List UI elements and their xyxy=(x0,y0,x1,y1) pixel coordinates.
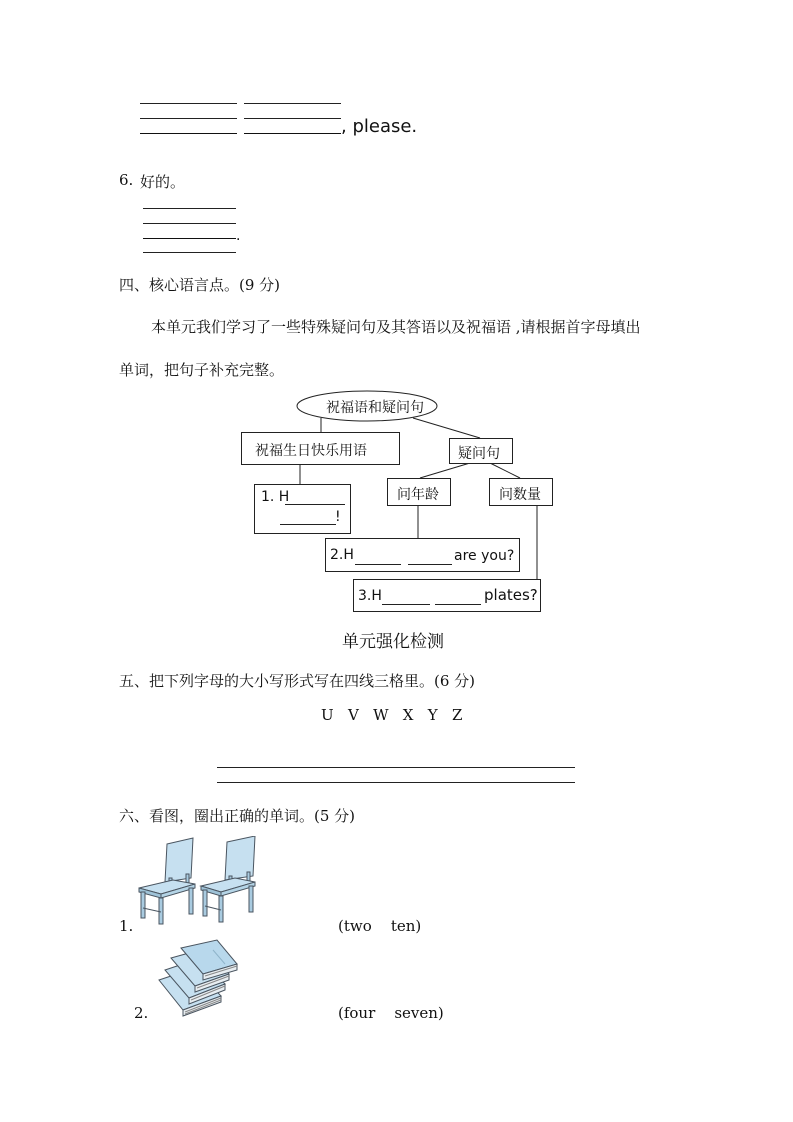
questions-box xyxy=(449,438,513,464)
item3-box xyxy=(353,579,541,612)
greeting-box-label: 祝福生日快乐用语 xyxy=(255,443,367,459)
q6-text: 好的。 xyxy=(140,173,186,191)
stack-of-books-image xyxy=(155,938,240,1020)
grid-line xyxy=(217,767,575,768)
quantity-box xyxy=(489,478,553,506)
item3-blank-2[interactable] xyxy=(435,590,481,605)
quantity-box-label: 问数量 xyxy=(499,487,541,503)
age-box xyxy=(387,478,451,506)
item1-blank-2[interactable] xyxy=(280,510,336,525)
s6-item1-number: 1. xyxy=(119,917,134,935)
section4-heading: 四、核心语言点。(9 分) xyxy=(119,276,281,294)
section4-intro-line1: 本单元我们学习了一些特殊疑问句及其答语以及祝福语 ,请根据首字母填出 xyxy=(151,318,641,336)
please-text: , please. xyxy=(341,116,418,137)
section4-intro-line2: 单词，把句子补充完整。 xyxy=(119,361,285,379)
q6-number: 6. xyxy=(119,171,134,189)
item3-suffix: plates? xyxy=(484,586,538,604)
grid-line xyxy=(217,782,575,783)
item2-blank-2[interactable] xyxy=(408,550,452,565)
item2-blank-1[interactable] xyxy=(355,550,401,565)
item1-suffix: ! xyxy=(335,509,341,525)
greeting-box xyxy=(241,432,400,465)
s6-item2-options[interactable]: (four seven) xyxy=(338,1004,444,1022)
item1-prefix: 1. H xyxy=(261,489,290,505)
age-box-label: 问年龄 xyxy=(397,487,439,503)
questions-box-label: 疑问句 xyxy=(458,446,500,462)
s6-item2-number: 2. xyxy=(134,1004,149,1022)
item2-suffix: are you? xyxy=(454,548,515,564)
s6-item1-options[interactable]: (two ten) xyxy=(338,917,422,935)
section5-letters: U V W X Y Z xyxy=(321,706,463,724)
two-chairs-image xyxy=(135,836,260,926)
section6-heading: 六、看图，圈出正确的单词。(5 分) xyxy=(119,807,356,825)
unit-title: 单元强化检测 xyxy=(342,632,444,652)
item1-box xyxy=(254,484,351,534)
item3-blank-1[interactable] xyxy=(382,590,430,605)
item2-box xyxy=(325,538,520,572)
item1-blank-1[interactable] xyxy=(285,490,345,505)
item3-prefix: 3.H xyxy=(358,588,382,604)
section5-heading: 五、把下列字母的大小写形式写在四线三格里。(6 分) xyxy=(119,672,476,690)
q6-period: . xyxy=(236,228,241,244)
item2-prefix: 2.H xyxy=(330,547,354,563)
diagram-root-label: 祝福语和疑问句 xyxy=(326,400,424,416)
